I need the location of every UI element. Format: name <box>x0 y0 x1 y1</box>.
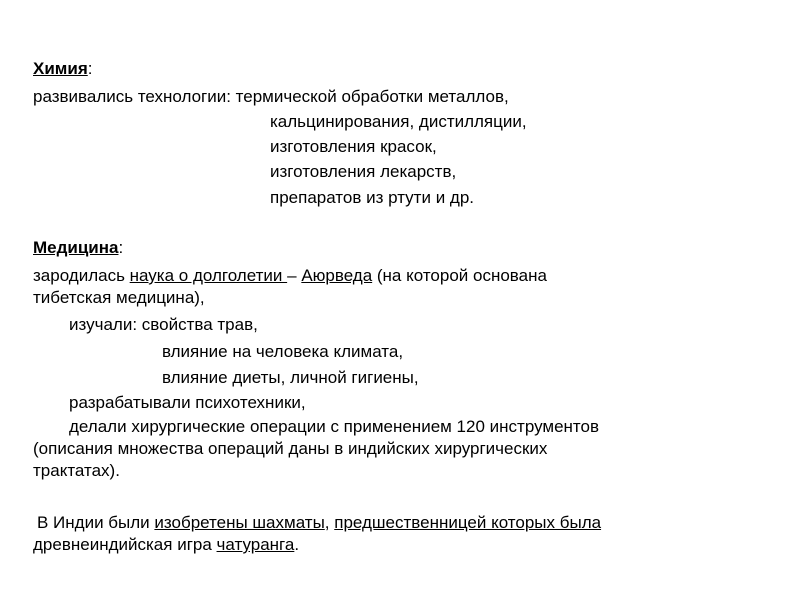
longevity-science-link[interactable]: наука о долголетии <box>129 266 288 285</box>
chemistry-heading-colon: : <box>87 59 93 78</box>
chess-invented-link[interactable]: изобретены шахматы <box>154 513 325 532</box>
ayurveda-link[interactable]: Аюрведа <box>301 266 373 285</box>
medicine-ayurveda-line <box>33 265 547 287</box>
medicine-line2: тибетская медицина), <box>33 288 205 307</box>
chemistry-heading-line <box>33 58 92 80</box>
medicine-line1-dash: – <box>287 266 302 285</box>
chemistry-item: изготовления лекарств, <box>270 162 457 181</box>
medicine-psychotech: разрабатывали психотехники, <box>69 393 306 412</box>
medicine-heading-line <box>33 237 123 259</box>
chemistry-heading: Химия <box>33 59 88 78</box>
chess-line2-prefix: древнеиндийская игра <box>33 535 217 554</box>
medicine-studied: изучали: свойства трав, <box>69 315 258 334</box>
chess-comma: , <box>324 513 335 532</box>
chemistry-item: изготовления красок, <box>270 137 437 156</box>
chess-predecessor-link[interactable]: предшественницей которых была <box>334 513 602 532</box>
medicine-heading-colon: : <box>118 238 124 257</box>
medicine-line1-suffix: (на которой основана <box>372 266 547 285</box>
chemistry-item: препаратов из ртути и др. <box>270 188 475 207</box>
chess-prefix: В Индии были <box>37 513 155 532</box>
chaturanga-link[interactable]: чатуранга <box>216 535 295 554</box>
chemistry-item: кальцинирования, дистилляции, <box>270 112 527 131</box>
medicine-surgery-line: (описания множества операций даны в индийских хирургических <box>33 439 548 458</box>
chess-line1 <box>37 512 601 534</box>
chess-period: . <box>294 535 300 554</box>
chess-line2 <box>33 534 299 556</box>
medicine-surgery-line: трактатах). <box>33 461 120 480</box>
medicine-studied-item: влияние на человека климата, <box>162 342 404 361</box>
medicine-line1-prefix: зародилась <box>33 266 130 285</box>
medicine-studied-item: влияние диеты, личной гигиены, <box>162 368 419 387</box>
medicine-surgery-line: делали хирургические операции с применением 120 инструментов <box>69 417 599 436</box>
medicine-heading: Медицина <box>33 238 119 257</box>
chemistry-intro: развивались технологии: термической обработки металлов, <box>33 87 509 106</box>
